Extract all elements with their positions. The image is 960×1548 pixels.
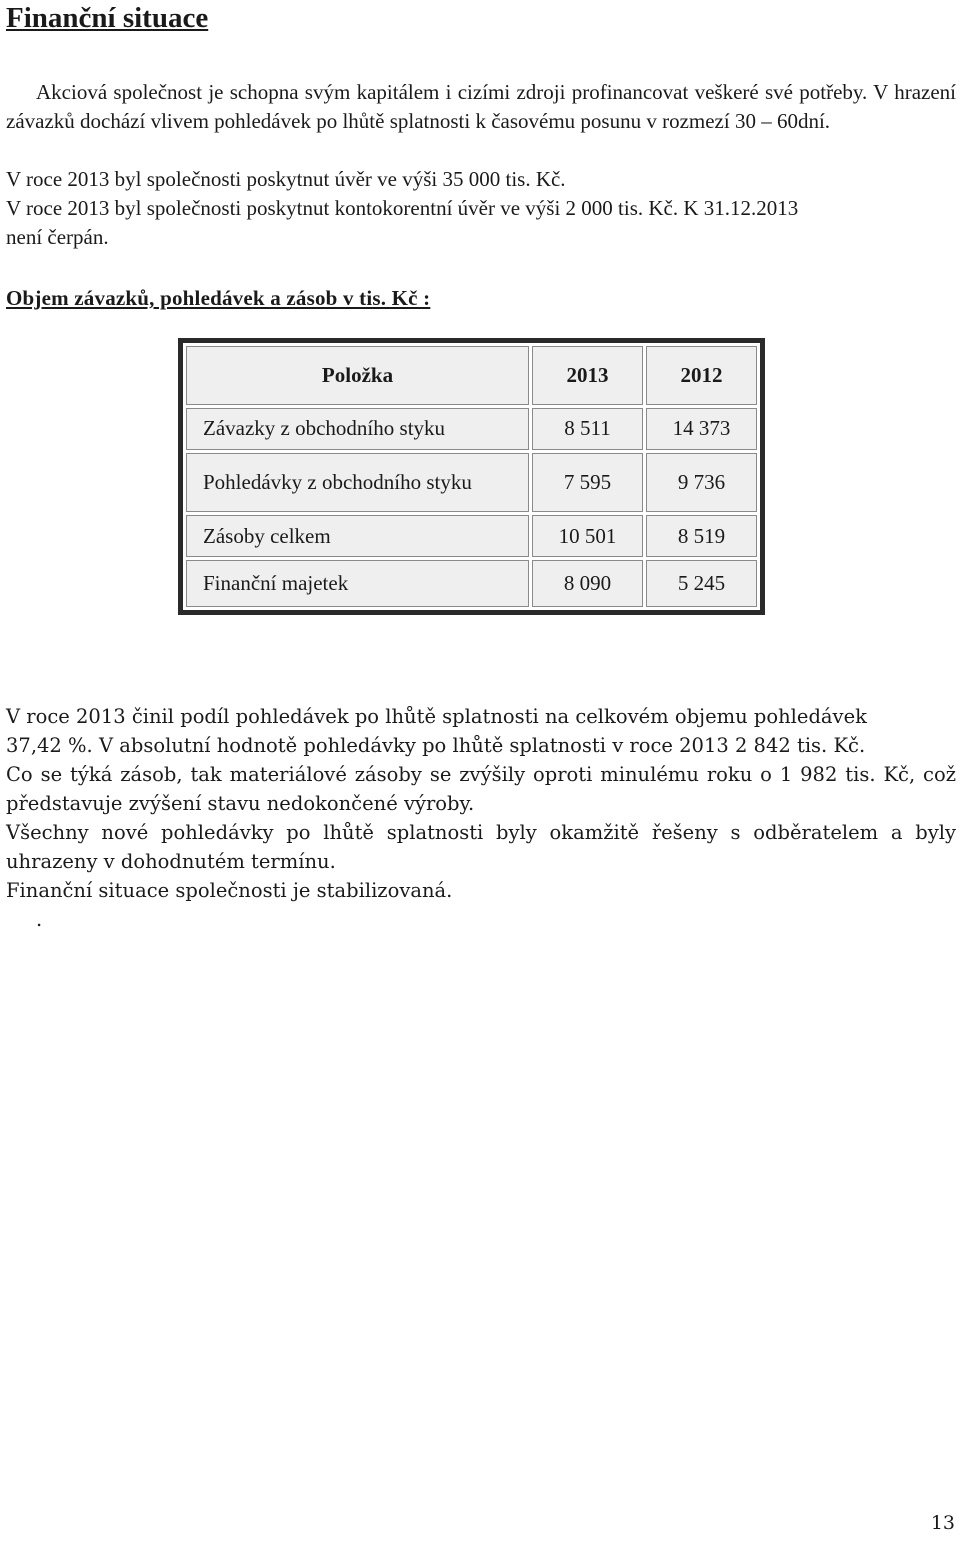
row-value-2012: 9 736 [646,453,757,512]
intro-overdraft-line: V roce 2013 byl společnosti poskytnut kontokorentní úvěr ve výši 2 000 tis. Kč. K 31.12.2013 [6,196,799,220]
intro-paragraph: Akciová společnost je schopna svým kapitálem i cizími zdroji profinancovat veškeré své potřeby. V hrazení závazků dochází vlivem pohledávek po lhůtě splatnosti k časovému posunu v rozmezí 30 – 60dní. [6,80,956,133]
table-row [186,408,757,451]
table-header-row [186,346,757,405]
row-value-2012: 5 245 [646,560,757,607]
row-value-2012: 8 519 [646,515,757,558]
intro-loan-line: V roce 2013 byl společnosti poskytnut úvěr ve výši 35 000 tis. Kč. [6,167,566,191]
row-value-2013: 10 501 [532,515,643,558]
new-receivables-paragraph: Všechny nové pohledávky po lhůtě splatnosti byly okamžitě řešeny s odběratelem a byly uhrazeny v dohodnutém termínu. [6,821,956,873]
liabilities-receivables-table [183,343,760,610]
row-label: Zásoby celkem [186,515,529,558]
row-label: Pohledávky z obchodního styku [186,453,529,512]
receivables-absolute-line: 37,42 %. V absolutní hodnotě pohledávky po lhůtě splatnosti v roce 2013 2 842 tis. Kč. [6,734,866,757]
data-table-frame [178,338,765,615]
row-label: Závazky z obchodního styku [186,408,529,451]
header-2013: 2013 [532,346,643,405]
header-2012: 2012 [646,346,757,405]
row-value-2013: 8 090 [532,560,643,607]
row-value-2013: 7 595 [532,453,643,512]
header-item: Položka [186,346,529,405]
inventory-paragraph: Co se týká zásob, tak materiálové zásoby se zvýšily oproti minulému roku o 1 982 tis. Kč, což představuje zvýšení stavu nedokončené výroby. [6,763,956,815]
final-statement: Finanční situace společnosti je stabilizovaná. [6,879,453,902]
table-row [186,515,757,558]
page-title: Finanční situace [6,2,209,34]
table-row [186,453,757,512]
table-heading: Objem závazků, pohledávek a zásob v tis. Kč : [6,286,431,310]
intro-overdraft-line-cont: není čerpán. [6,225,109,249]
trailing-dot: . [36,908,43,931]
row-value-2012: 14 373 [646,408,757,451]
receivables-share-line: V roce 2013 činil podíl pohledávek po lhůtě splatnosti na celkovém objemu pohledávek [6,705,867,728]
row-label: Finanční majetek [186,560,529,607]
table-row [186,560,757,607]
row-value-2013: 8 511 [532,408,643,451]
page-number: 13 [930,1512,955,1534]
